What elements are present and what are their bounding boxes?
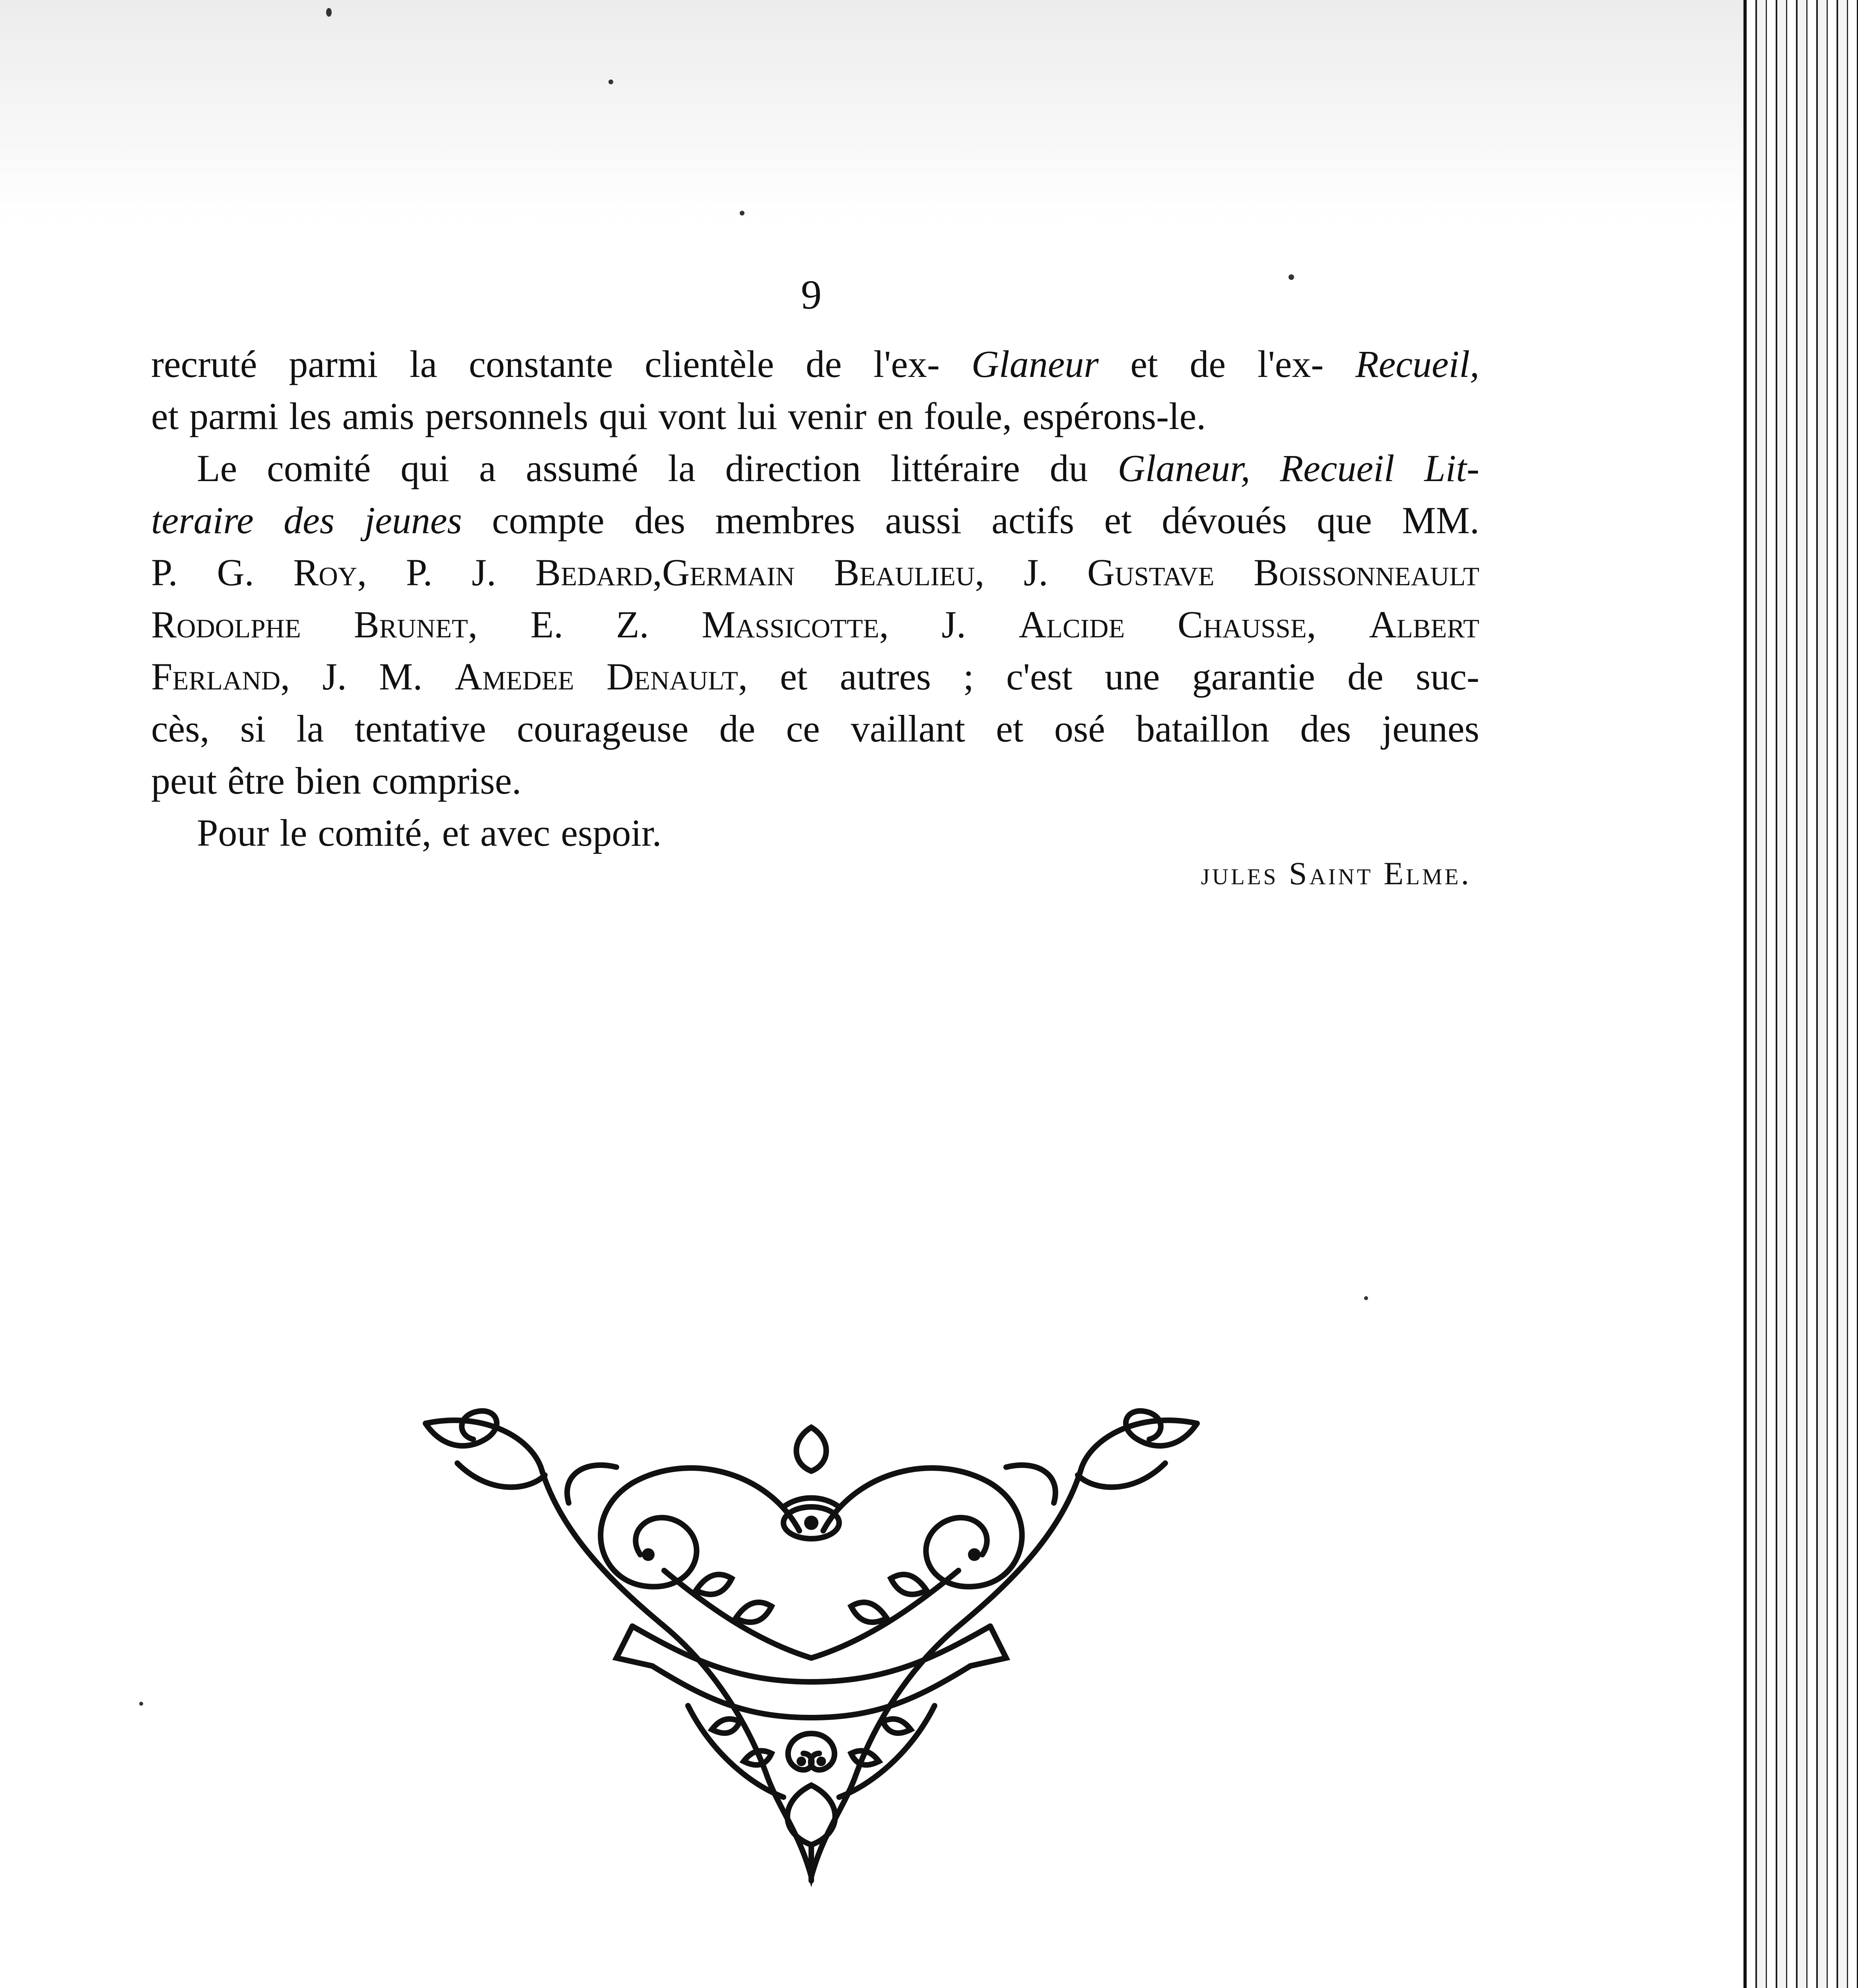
text-word: ce bbox=[786, 707, 820, 750]
text-word: en bbox=[877, 395, 913, 437]
text-word: bien bbox=[295, 759, 361, 802]
text-word: aussi bbox=[885, 499, 962, 542]
text-word: être bbox=[227, 759, 285, 802]
text-word: Glaneur, bbox=[1118, 447, 1250, 489]
text-word: Bedard,Germain bbox=[535, 551, 795, 594]
text-word: membres bbox=[715, 499, 855, 542]
text-word: Albert bbox=[1369, 603, 1479, 646]
text-word: assumé bbox=[526, 447, 638, 489]
scan-speck bbox=[1289, 274, 1294, 280]
text-word: J. bbox=[472, 551, 496, 594]
text-word: G. bbox=[217, 551, 254, 594]
text-word: Denault, bbox=[606, 655, 748, 698]
text-word: l'ex- bbox=[1257, 343, 1324, 385]
book-page-edges bbox=[1743, 0, 1858, 1988]
text-line bbox=[151, 650, 1479, 703]
text-word: de bbox=[719, 707, 756, 750]
text-line bbox=[151, 494, 1479, 546]
text-word: dévoués bbox=[1162, 499, 1287, 542]
scan-speck bbox=[740, 211, 744, 215]
text-word: c'est bbox=[1006, 655, 1073, 698]
text-word: des bbox=[1300, 707, 1351, 750]
text-word: et bbox=[1104, 499, 1132, 542]
text-line bbox=[151, 546, 1479, 598]
text-word: lui bbox=[737, 395, 777, 437]
text-word: Glaneur bbox=[971, 343, 1099, 385]
text-word: M. bbox=[379, 655, 423, 698]
text-word: clientèle bbox=[645, 343, 774, 385]
text-word: garantie bbox=[1192, 655, 1315, 698]
text-word: les bbox=[289, 395, 332, 437]
text-word: comprise. bbox=[372, 759, 521, 802]
text-word: a bbox=[479, 447, 496, 489]
text-word: jeunes bbox=[1382, 707, 1479, 750]
text-word: des bbox=[634, 499, 686, 542]
text-word: E. bbox=[530, 603, 564, 646]
text-word: du bbox=[1049, 447, 1088, 489]
text-word: Alcide bbox=[1018, 603, 1125, 646]
text-word: la bbox=[296, 707, 324, 750]
text-word: Beaulieu, bbox=[834, 551, 985, 594]
text-line bbox=[151, 703, 1479, 755]
text-word: Chausse, bbox=[1178, 603, 1316, 646]
text-word: venir bbox=[788, 395, 867, 437]
text-word: teraire bbox=[151, 499, 254, 542]
text-word: espérons-le. bbox=[1022, 395, 1206, 437]
text-word: tentative bbox=[354, 707, 486, 750]
text-word: le bbox=[280, 812, 307, 854]
text-word: et bbox=[151, 395, 179, 437]
text-word: cès, bbox=[151, 707, 210, 750]
text-word: Amedee bbox=[455, 655, 574, 698]
text-word: la bbox=[409, 343, 437, 385]
text-word: constante bbox=[468, 343, 613, 385]
text-word: parmi bbox=[289, 343, 378, 385]
text-word: si bbox=[240, 707, 266, 750]
text-word: espoir. bbox=[561, 812, 662, 854]
text-word: Recueil bbox=[1280, 447, 1395, 489]
text-line bbox=[151, 390, 1479, 442]
page-number: 9 bbox=[801, 272, 822, 318]
text-word: jeunes bbox=[364, 499, 462, 542]
text-word: foule, bbox=[924, 395, 1012, 437]
text-word: qui bbox=[400, 447, 449, 489]
text-word: et bbox=[1130, 343, 1158, 385]
text-word: des bbox=[284, 499, 335, 542]
text-line bbox=[151, 807, 1479, 859]
text-word: et bbox=[780, 655, 808, 698]
text-word: Gustave bbox=[1087, 551, 1215, 594]
text-word: compte bbox=[492, 499, 604, 542]
text-word: parmi bbox=[189, 395, 279, 437]
text-line bbox=[151, 442, 1479, 494]
text-word: la bbox=[668, 447, 696, 489]
text-word: Boissonneault bbox=[1254, 551, 1479, 594]
text-word: J. bbox=[322, 655, 347, 698]
floral-scroll-ornament-icon bbox=[410, 1404, 1213, 1889]
signature: jules Saint Elme. bbox=[1201, 855, 1471, 891]
text-word: de bbox=[1347, 655, 1384, 698]
scan-shadow bbox=[0, 0, 1746, 223]
text-word: Recueil, bbox=[1355, 343, 1479, 385]
text-word: osé bbox=[1054, 707, 1105, 750]
text-word: actifs bbox=[991, 499, 1075, 542]
text-word: Lit- bbox=[1424, 447, 1479, 489]
text-word: Pour bbox=[197, 812, 269, 854]
text-word: vaillant bbox=[851, 707, 965, 750]
text-word: P. bbox=[406, 551, 433, 594]
scan-speck bbox=[608, 80, 613, 84]
text-line bbox=[151, 755, 1479, 807]
text-word: comité bbox=[267, 447, 371, 489]
text-word: Rodolphe bbox=[151, 603, 301, 646]
text-word: direction bbox=[725, 447, 861, 489]
text-word: Roy, bbox=[293, 551, 367, 594]
text-word: Ferland, bbox=[151, 655, 290, 698]
text-word: J. bbox=[1023, 551, 1048, 594]
text-word: Massicotte, bbox=[702, 603, 889, 646]
text-word: suc- bbox=[1415, 655, 1479, 698]
text-word: qui bbox=[599, 395, 648, 437]
text-word: recruté bbox=[151, 343, 257, 385]
text-word: MM. bbox=[1402, 499, 1479, 542]
text-word: courageuse bbox=[517, 707, 689, 750]
text-word: amis bbox=[342, 395, 414, 437]
text-word: personnels bbox=[425, 395, 589, 437]
text-word: de bbox=[1189, 343, 1226, 385]
text-word: bataillon bbox=[1136, 707, 1270, 750]
body-text bbox=[151, 338, 1479, 859]
text-word: que bbox=[1317, 499, 1372, 542]
text-word: Le bbox=[197, 447, 237, 489]
text-word: et bbox=[996, 707, 1024, 750]
text-word: autres bbox=[840, 655, 931, 698]
text-word: peut bbox=[151, 759, 217, 802]
scan-speck bbox=[139, 1702, 143, 1706]
text-word: ; bbox=[963, 655, 974, 698]
text-word: l'ex- bbox=[873, 343, 940, 385]
text-word: Brunet, bbox=[354, 603, 478, 646]
text-word: de bbox=[806, 343, 842, 385]
text-word: avec bbox=[480, 812, 550, 854]
scan-speck bbox=[1364, 1296, 1368, 1300]
text-word: comité, bbox=[318, 812, 431, 854]
text-word: une bbox=[1104, 655, 1160, 698]
scan-speck bbox=[326, 8, 332, 17]
text-word: Z. bbox=[616, 603, 649, 646]
text-line bbox=[151, 338, 1479, 390]
text-word: littéraire bbox=[890, 447, 1020, 489]
text-word: P. bbox=[151, 551, 178, 594]
text-word: et bbox=[442, 812, 470, 854]
text-word: vont bbox=[658, 395, 727, 437]
text-line bbox=[151, 598, 1479, 650]
text-word: J. bbox=[941, 603, 966, 646]
